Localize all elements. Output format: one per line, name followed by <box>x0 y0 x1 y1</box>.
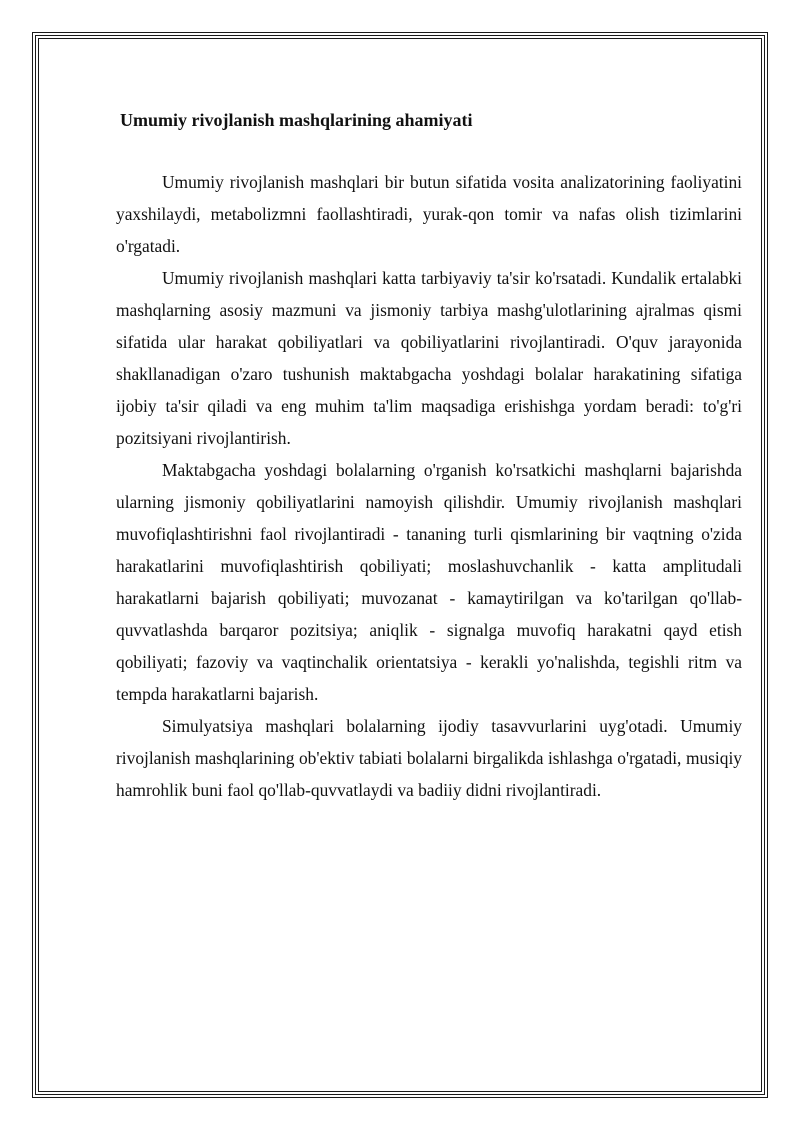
paragraph: Simulyatsiya mashqlari bolalarning ijodiy tasavvurlarini uyg'otadi. Umumiy rivojlanish mashqlarining ob'ektiv tabiati bolalarni birgalikda ishlashga o'rgatadi, musiqiy hamrohlik buni faol qo'llab-quvvatlaydi va badiiy didni rivojlantiradi. <box>116 716 742 800</box>
paragraph: Maktabgacha yoshdagi bolalarning o'rganish ko'rsatkichi mashqlarni bajarishda ularning jismoniy qobiliyatlarini namoyish qilishdir. Umumiy rivojlanish mashqlari muvofiqlashtirishni faol rivojlantiradi - tananing turli qismlarining bir vaqtning o'zida harakatlarini muvofiqlashtirish qobiliyati; moslashuvchanlik - katta amplitudali harakatlarni bajarish qobiliyati; muvozanat - kamaytirilgan va ko'tarilgan qo'llab-quvvatlashda barqaror pozitsiya; aniqlik - signalga muvofiq harakatni qayd etish qobiliyati; fazoviy va vaqtinchalik orientatsiya - kerakli yo'nalishda, tegishli ritm va tempda harakatlarni bajarish. <box>116 460 742 704</box>
paragraph: Umumiy rivojlanish mashqlari katta tarbiyaviy ta'sir ko'rsatadi. Kundalik ertalabki mashqlarning asosiy mazmuni va jismoniy tarbiya mashg'ulotlarining ajralmas qismi sifatida ular harakat qobiliyatlari va qobiliyatlarini rivojlantiradi. O'quv jarayonida shakllanadigan o'zaro tushunish maktabgacha yoshdagi bolalar harakatining sifatiga ijobiy ta'sir qiladi va eng muhim ta'lim maqsadiga erishishga yordam beradi: to'g'ri pozitsiyani rivojlantirish. <box>116 268 742 448</box>
paragraph-list <box>116 166 742 806</box>
document-title: Umumiy rivojlanish mashqlarining ahamiyati <box>120 110 473 130</box>
document-body <box>116 104 742 806</box>
paragraph: Umumiy rivojlanish mashqlari bir butun sifatida vosita analizatorining faoliyatini yaxshilaydi, metabolizmni faollashtiradi, yurak-qon tomir va nafas olish tizimlarini o'rgatadi. <box>116 172 742 256</box>
